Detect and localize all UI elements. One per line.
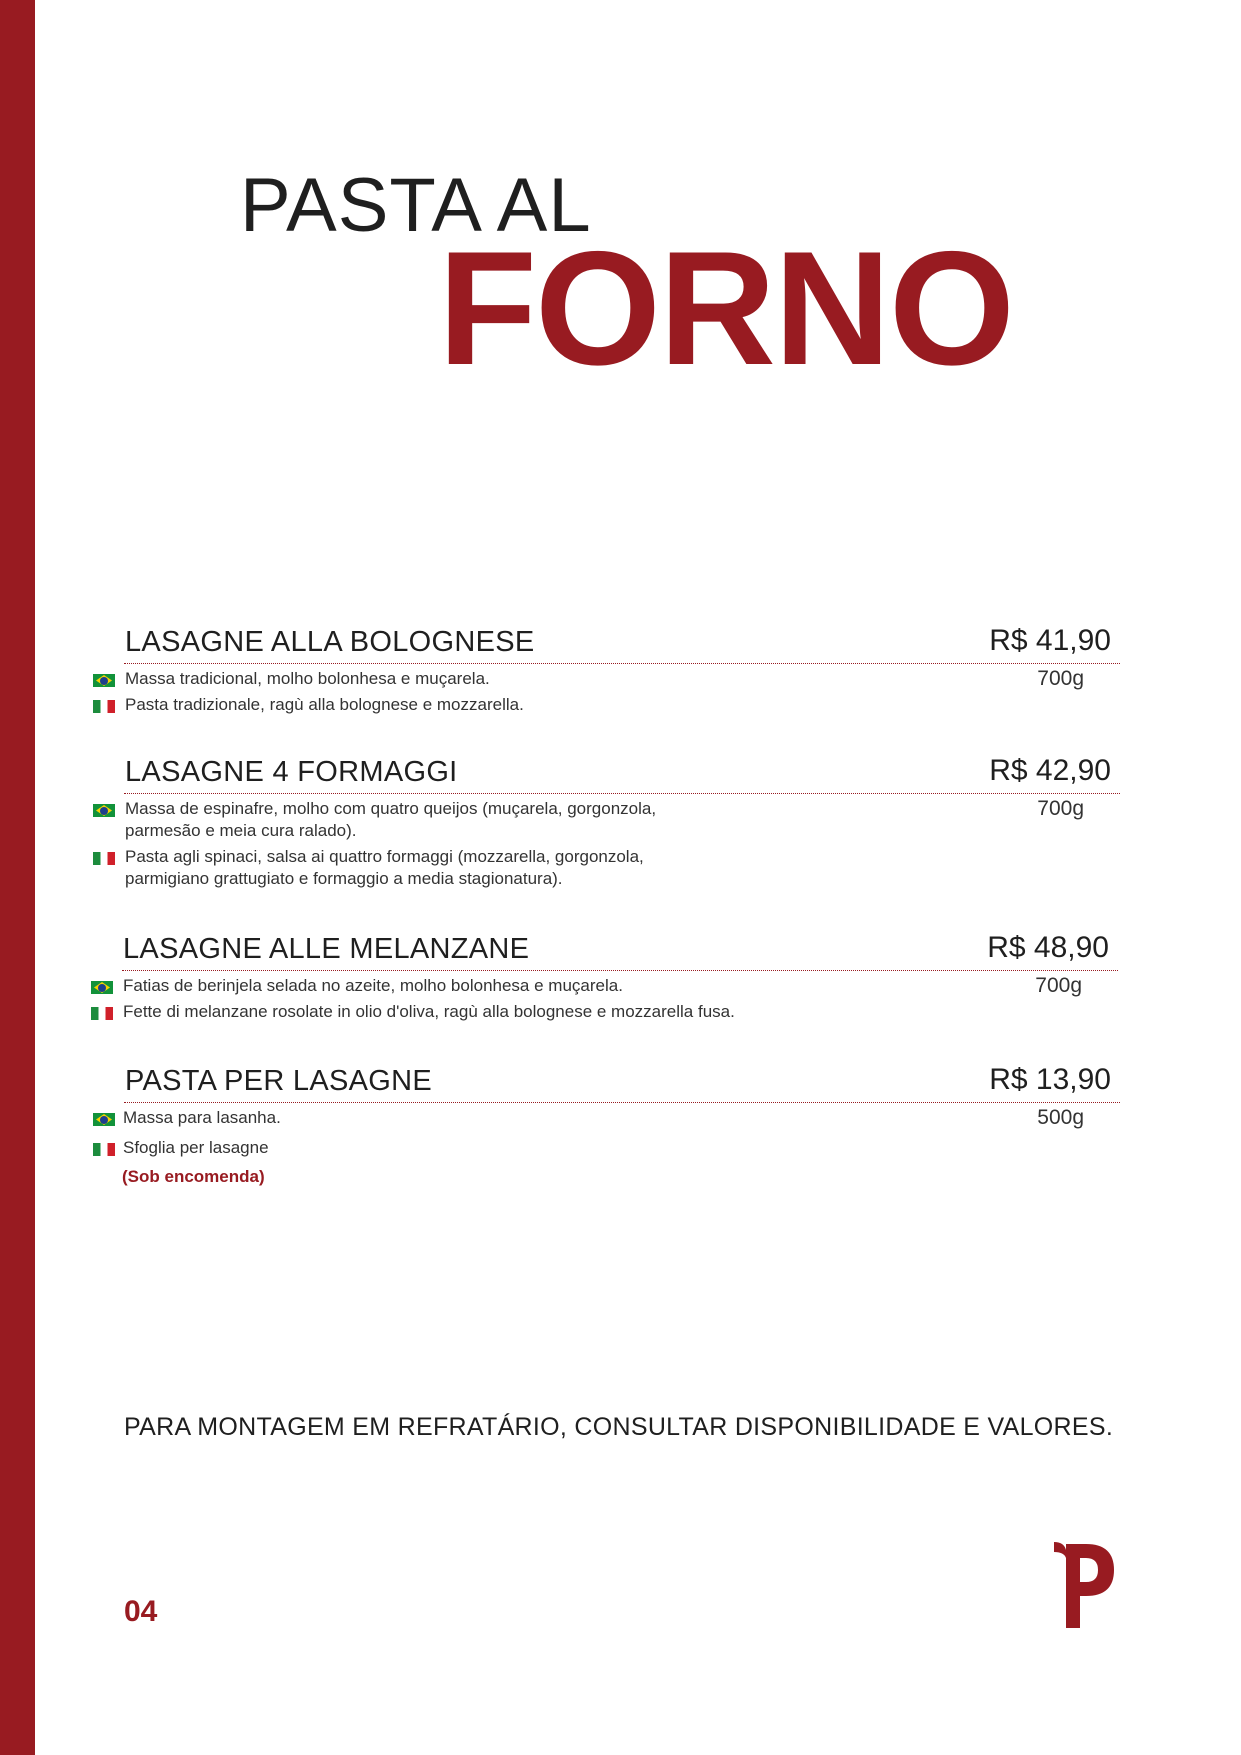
item-weight: 700g	[1035, 974, 1082, 997]
dotted-divider	[124, 1102, 1120, 1103]
description-line: parmigiano grattugiato e formaggio a media stagionatura).	[125, 869, 563, 888]
italy-flag-icon	[93, 852, 115, 865]
item-name: LASAGNE ALLE MELANZANE	[123, 933, 530, 965]
italy-flag-icon	[93, 700, 115, 713]
description-line: Massa para lasanha.	[123, 1108, 281, 1127]
description-pt	[90, 1107, 1120, 1129]
description-line: Massa de espinafre, molho com quatro queijos (muçarela, gorgonzola,	[125, 799, 657, 818]
dotted-divider	[124, 663, 1120, 664]
menu-item-header	[88, 929, 1118, 969]
item-price: R$ 41,90	[989, 624, 1111, 657]
page-title-top: PASTA AL	[240, 163, 592, 248]
description-it	[90, 846, 1120, 890]
item-price: R$ 48,90	[987, 931, 1109, 964]
item-name: LASAGNE ALLA BOLOGNESE	[125, 626, 535, 658]
description-line: Pasta agli spinaci, salsa ai quattro formaggi (mozzarella, gorgonzola,	[125, 847, 644, 866]
menu-item-lasagne-bolognese	[90, 622, 1120, 716]
page-title-main: FORNO	[438, 218, 1013, 399]
description-line: Fatias de berinjela selada no azeite, molho bolonhesa e muçarela.	[123, 976, 623, 995]
description-it	[90, 1137, 1120, 1159]
footer-note: PARA MONTAGEM EM REFRATÁRIO, CONSULTAR DISPONIBILIDADE E VALORES.	[124, 1413, 1114, 1441]
item-weight: 700g	[1037, 797, 1084, 820]
menu-item-header	[90, 622, 1120, 662]
order-note: (Sob encomenda)	[122, 1167, 265, 1186]
side-accent-bar	[0, 0, 35, 1755]
description-it	[90, 694, 1120, 716]
p-logo-icon	[1050, 1540, 1118, 1630]
menu-item-header	[90, 1061, 1120, 1101]
description-it	[88, 1001, 1118, 1023]
brazil-flag-icon	[93, 1113, 115, 1126]
description-line: Pasta tradizionale, ragù alla bolognese e mozzarella.	[125, 695, 524, 714]
menu-item-lasagne-4-formaggi	[90, 752, 1120, 890]
description-pt	[88, 975, 1118, 997]
dotted-divider	[124, 793, 1120, 794]
description-pt	[90, 668, 1120, 690]
brazil-flag-icon	[93, 674, 115, 687]
description-line: Sfoglia per lasagne	[123, 1138, 269, 1157]
item-name: LASAGNE 4 FORMAGGI	[125, 756, 458, 788]
item-price: R$ 13,90	[989, 1063, 1111, 1096]
item-weight: 500g	[1037, 1106, 1084, 1129]
brazil-flag-icon	[91, 981, 113, 994]
item-price: R$ 42,90	[989, 754, 1111, 787]
item-name: PASTA PER LASAGNE	[125, 1065, 433, 1097]
menu-item-pasta-per-lasagne	[90, 1061, 1120, 1159]
italy-flag-icon	[93, 1143, 115, 1156]
brazil-flag-icon	[93, 804, 115, 817]
description-pt	[90, 798, 1120, 842]
description-line: Massa tradicional, molho bolonhesa e muçarela.	[125, 669, 490, 688]
page-number: 04	[124, 1595, 158, 1628]
description-line: Fette di melanzane rosolate in olio d'oliva, ragù alla bolognese e mozzarella fusa.	[123, 1002, 735, 1021]
dotted-divider	[122, 970, 1118, 971]
item-weight: 700g	[1037, 667, 1084, 690]
menu-item-header	[90, 752, 1120, 792]
italy-flag-icon	[91, 1007, 113, 1020]
description-line: parmesão e meia cura ralado).	[125, 821, 357, 840]
menu-item-lasagne-melanzane	[88, 929, 1118, 1023]
